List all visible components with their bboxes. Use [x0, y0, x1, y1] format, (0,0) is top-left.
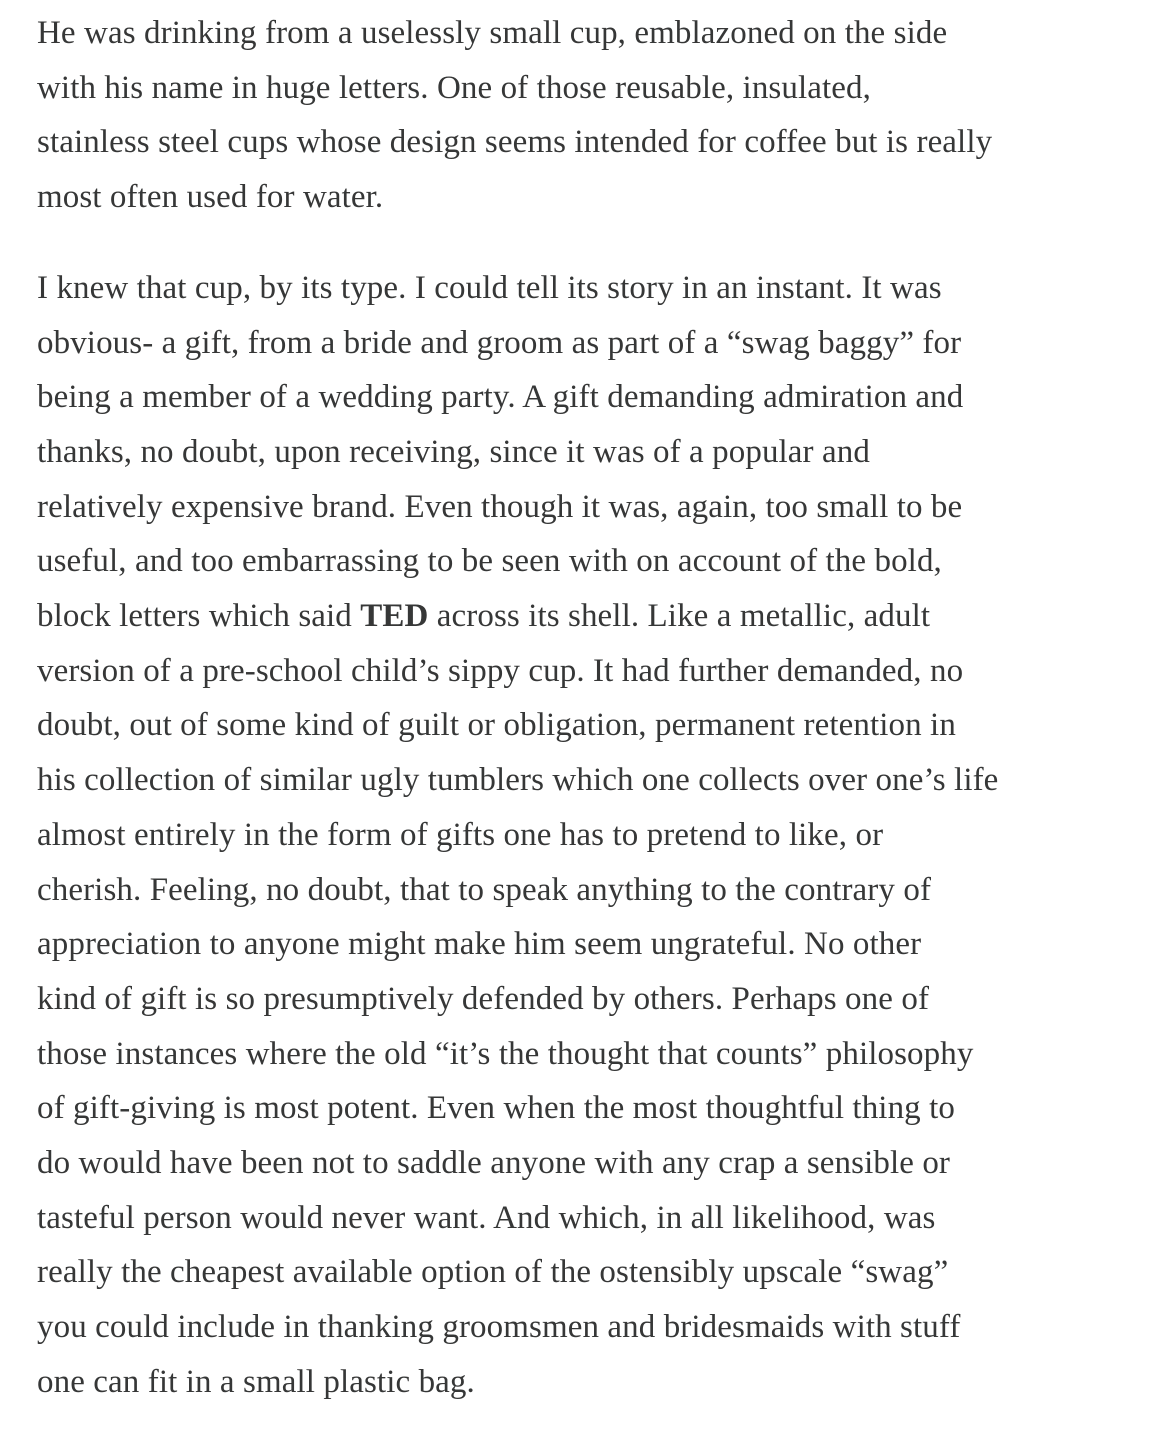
text-line: his collection of similar ugly tumblers which one collects over one’s life — [37, 762, 999, 799]
text-line: most often used for water. — [37, 179, 384, 216]
text-line: relatively expensive brand. Even though it was, again, too small to be — [37, 488, 963, 525]
text-line: doubt, out of some kind of guilt or obligation, permanent retention in — [37, 707, 956, 744]
text-line: thanks, no doubt, upon receiving, since it was of a popular and — [37, 433, 870, 470]
text-line: obvious- a gift, from a bride and groom as part of a “swag baggy” for — [37, 324, 962, 361]
text-line: kind of gift is so presumptively defended by others. Perhaps one of — [37, 980, 930, 1017]
text-line: cherish. Feeling, no doubt, that to speak anything to the contrary of — [37, 871, 932, 908]
text-line: those instances where the old “it’s the thought that counts” philosophy — [37, 1035, 974, 1072]
text-line: He was drinking from a uselessly small cup, emblazoned on the side — [37, 15, 948, 51]
text-line: being a member of a wedding party. A gift demanding admiration and — [37, 379, 964, 416]
text-segment: block letters which said — [37, 598, 361, 635]
paragraph-1 — [37, 6, 1127, 225]
text-line: with his name in huge letters. One of those reusable, insulated, — [37, 69, 871, 106]
text-line: really the cheapest available option of the ostensibly upscale “swag” — [37, 1254, 949, 1291]
text-line: I knew that cup, by its type. I could tell its story in an instant. It was — [37, 269, 942, 306]
text-line: appreciation to anyone might make him seem ungrateful. No other — [37, 926, 922, 963]
bold-name-ted: TED — [360, 598, 429, 635]
text-line: version of a pre-school child’s sippy cup. It had further demanded, no — [37, 652, 964, 689]
article-body — [37, 6, 1127, 1410]
text-line: almost entirely in the form of gifts one has to pretend to like, or — [37, 816, 884, 853]
text-line-with-bold — [37, 589, 1127, 644]
text-line: useful, and too embarrassing to be seen with on account of the bold, — [37, 543, 942, 580]
text-line: of gift-giving is most potent. Even when the most thoughtful thing to — [37, 1090, 955, 1127]
text-line: do would have been not to saddle anyone with any crap a sensible or — [37, 1145, 951, 1182]
text-segment: across its shell. Like a metallic, adult — [428, 598, 931, 635]
text-line: you could include in thanking groomsmen and bridesmaids with stuff — [37, 1309, 961, 1346]
text-line: stainless steel cups whose design seems intended for coffee but is really — [37, 124, 993, 161]
paragraph-2 — [37, 261, 1127, 1410]
text-line: tasteful person would never want. And which, in all likelihood, was — [37, 1199, 936, 1236]
text-line: one can fit in a small plastic bag. — [37, 1363, 475, 1400]
